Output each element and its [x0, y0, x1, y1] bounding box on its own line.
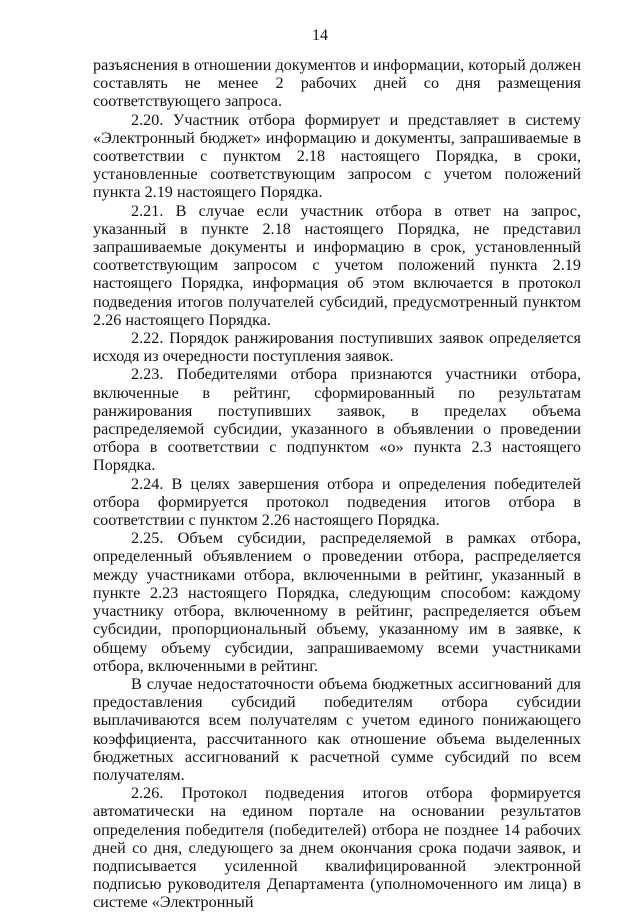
document-body	[93, 56, 581, 912]
paragraph-2-26: 2.26. Протокол подведения итогов отбора формируется автоматически на едином портале на основании результатов определения победителя (победителей) отбора не позднее 14 рабочих дней со дня, следующего за днем окончания срока подачи заявок, и подписывается усиленной квалифицированной электронной подписью руководителя Департамента (уполномоченного им лица) в системе «Электронный	[93, 784, 581, 912]
page-number: 14	[312, 27, 328, 44]
paragraph-2-21: 2.21. В случае если участник отбора в ответ на запрос, указанный в пункте 2.18 настоящего Порядка, не представил запрашиваемые документы и информацию в срок, установленный соответствующим запросом с учетом положений пункта 2.19 настоящего Порядка, информация об этом включается в протокол подведения итогов получателей субсидий, предусмотренный пунктом 2.26 настоящего Порядка.	[93, 201, 581, 329]
paragraph-2-20: 2.20. Участник отбора формирует и представляет в систему «Электронный бюджет» информацию и документы, запрашиваемые в соответствии с пунктом 2.18 настоящего Порядка, в сроки, установленные соответствующим запросом с учетом положений пункта 2.19 настоящего Порядка.	[93, 110, 581, 202]
paragraph-2-22: 2.22. Порядок ранжирования поступивших заявок определяется исходя из очередности поступления заявок.	[93, 329, 581, 366]
paragraph-2-25: 2.25. Объем субсидии, распределяемой в рамках отбора, определенный объявлением о проведении отбора, распределяется между участниками отбора, включенными в рейтинг, указанный в пункте 2.23 настоящего Порядка, следующим способом: каждому участнику отбора, включенному в рейтинг, распределяется объем субсидии, пропорциональный объему, указанному им в заявке, к общему объему субсидии, запрашиваемому всеми участниками отбора, включенными в рейтинг.	[93, 529, 581, 675]
paragraph-continuation: разъяснения в отношении документов и информации, который должен составлять не менее 2 рабочих дней со дня размещения соответствующего запроса.	[93, 56, 581, 111]
paragraph-2-24: 2.24. В целях завершения отбора и определения победителей отбора формируется протокол подведения итогов отбора в соответствии с пунктом 2.26 настоящего Порядка.	[93, 474, 581, 530]
paragraph-2-23: 2.23. Победителями отбора признаются участники отбора, включенные в рейтинг, сформированный по результатам ранжирования поступивших заявок, в пределах объема распределяемой субсидии, указанного в объявлении о проведении отбора в соответствии с подпунктом «о» пункта 2.3 настоящего Порядка.	[93, 365, 581, 475]
paragraph-2-25-insufficiency: В случае недостаточности объема бюджетных ассигнований для предоставления субсидий победителям отбора субсидии выплачиваются всем получателям с учетом единого понижающего коэффициента, рассчитанного как отношение объема выделенных бюджетных ассигнований к расчетной сумме субсидий по всем получателям.	[93, 674, 581, 784]
